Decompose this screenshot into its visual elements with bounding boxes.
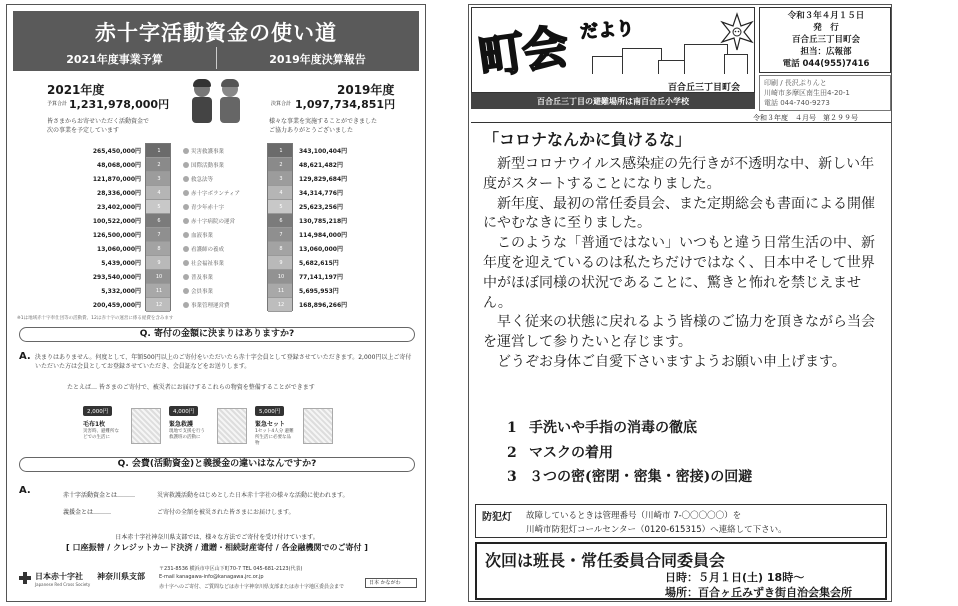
stack-segment-label: 11 <box>155 288 163 294</box>
evacuation-banner: 百合丘三丁目の避難場所は南百合丘小学校 <box>471 93 755 109</box>
issue-info-box: 令和３年４月１５日 発 行 百合丘三丁目町会 担当：広報部 電話 044(955)7416 <box>759 7 891 73</box>
result-stack-bar <box>267 143 293 311</box>
list-item: 3 ３つの密(密閉・密集・密接)の回避 <box>507 469 753 485</box>
org-inquiry: 赤十字へのご寄付、ご質問などは赤十字神奈川県支部または赤十字地区委員会まで <box>159 584 345 590</box>
relief-fund-text: ご寄付の全額を被災された皆さまにお届けします。 <box>157 509 295 516</box>
budget-amount: 293,540,000円 <box>92 274 141 281</box>
masthead-association: 百合丘三丁目町会 <box>668 83 741 93</box>
category-item: 赤十字病院の運営 <box>183 215 267 229</box>
report-subtitle: 2019年度決算報告 <box>269 53 366 66</box>
article-paragraph: 早く従来の状態に戻れるよう皆様のご協力を頂きながら当会を運営して参りたいと存じます。 <box>483 314 875 351</box>
issue-number: 令和３年度 ４月号 第２９９号 <box>753 114 858 122</box>
budget-amount: 23,402,000円 <box>97 204 141 211</box>
relief-fund-label: 義援金とは……… <box>63 509 112 516</box>
total-2019: 1,097,734,851円 <box>295 98 396 111</box>
article-paragraph: 新年度、最初の常任委員会、また定期総会も書面による開催にやむなきに至りました。 <box>483 195 875 232</box>
article-headline: 「コロナなんかに負けるな」 <box>483 130 692 149</box>
example-relief: 4,000円 緊急救護 現地で支援を行う救護班の活動に <box>169 398 249 448</box>
streetlight-label: 防犯灯 <box>482 512 512 523</box>
answer-donation-text: 決まりはありません。何度として、年額500円以上のご寄付をいただいたら赤十字会員として登録させていただきます。2,000円以上ご寄付いただいた方は会員としてお登録させていただき、会員証などをお送りします。 <box>35 354 412 370</box>
budget-amount: 48,068,000円 <box>97 162 141 169</box>
result-amount: 114,984,000円 <box>299 232 348 239</box>
stack-segment-label: 3 <box>157 176 161 182</box>
result-amount: 48,621,482円 <box>299 162 343 169</box>
lily-icon <box>720 12 754 56</box>
list-item: 2 マスクの着用 <box>507 444 613 461</box>
stack-segment-label: 8 <box>157 246 161 252</box>
category-item: 普及事業 <box>183 271 267 285</box>
kanagawa-badge: 日本 かながわ <box>365 578 417 588</box>
category-item: 看護師の養成 <box>183 243 267 257</box>
result-amount: 168,896,266円 <box>299 302 348 309</box>
stack-segment-label: 6 <box>157 218 161 224</box>
stack-segment-label: 12 <box>277 302 285 308</box>
stack-segment-label: 3 <box>279 176 283 182</box>
budget-amount: 121,870,000円 <box>92 176 141 183</box>
stack-segment-label: 9 <box>157 260 161 266</box>
budget-amounts-2021 <box>79 145 141 313</box>
category-list <box>183 145 267 313</box>
budget-amount: 265,450,000円 <box>92 148 141 155</box>
stack-segment-label: 10 <box>277 274 285 280</box>
stack-segment-label: 2 <box>279 162 283 168</box>
category-item: 国際活動事業 <box>183 159 267 173</box>
stack-segment-label: 5 <box>157 204 161 210</box>
stack-segment-label: 12 <box>155 302 163 308</box>
result-amount: 5,695,953円 <box>299 288 339 295</box>
red-cross-icon <box>19 572 31 584</box>
next-meeting-box <box>475 542 887 600</box>
year-2019: 2019年度 <box>337 83 395 97</box>
stack-segment-label: 4 <box>157 190 161 196</box>
category-item: 救急法等 <box>183 173 267 187</box>
newsletter-masthead <box>471 7 755 93</box>
budget-amount: 200,459,000円 <box>92 302 141 309</box>
stack-segment-label: 5 <box>279 204 283 210</box>
result-amount: 13,060,000円 <box>299 246 343 253</box>
question-donation-amount: Q. 寄付の金額に決まりはありますか? <box>19 327 415 342</box>
article-paragraph: このような「普通ではない」いつもと違う日常生活の中、新年度を迎えているのは私たちだけではなく、日本中そして世界中がほぼ同様の状況であることに、驚きと怖れを禁じえません。 <box>483 235 875 311</box>
category-item: 社会福祉事業 <box>183 257 267 271</box>
category-item: 赤十字ボランティア <box>183 187 267 201</box>
stack-segment-label: 11 <box>277 288 285 294</box>
next-meeting-date: 日時：５月１日(土) 18時～ <box>665 571 805 584</box>
result-amount: 130,785,218円 <box>299 218 348 225</box>
result-amount: 77,141,197円 <box>299 274 343 281</box>
next-meeting-title: 次回は班長・常任委員合同委員会 <box>485 551 726 570</box>
answer-mark: A. <box>19 351 31 362</box>
intro-right: 様々な事業を実施することができました ご協力ありがとうございました <box>269 118 378 134</box>
org-branch: 神奈川県支部 <box>97 572 145 581</box>
stack-segment-label: 9 <box>279 260 283 266</box>
budget-amount: 5,332,000円 <box>101 288 141 295</box>
intro-left: 皆さまからお寄せいただく活動資金で 次の事業を予定しています <box>47 118 150 134</box>
stack-segment-label: 1 <box>279 148 283 154</box>
category-item: 事業管理運営費 <box>183 299 267 313</box>
next-meeting-place: 場所：百合ヶ丘みずき街自治会集会所 <box>665 586 852 599</box>
emergency-set-image <box>303 408 333 444</box>
stack-segment-label: 7 <box>157 232 161 238</box>
budget-amount: 5,439,000円 <box>101 260 141 267</box>
answer-donation-note: たとえば… 皆さまのご寄付で、被災者にお届けするこれらの物資を整備することができます <box>67 384 315 391</box>
stack-segment-label: 10 <box>155 274 163 280</box>
red-cross-flyer <box>6 4 426 602</box>
mascot-girl <box>219 81 241 125</box>
category-item: 青少年赤十字 <box>183 201 267 215</box>
masthead-dayori: だより <box>579 18 635 43</box>
org-email: E-mail kanagawa-info@kanagawa.jrc.or.jp <box>159 574 264 580</box>
article-paragraph: どうぞお身体ご自愛下さいますようお願い申上げます。 <box>497 353 846 370</box>
example-blanket: 2,000円 毛布1枚 災害時、避難所などでの生活に <box>83 398 163 448</box>
streetlight-line-2: 川崎市防犯灯コールセンター（0120-615315）へ連絡して下さい。 <box>526 525 787 535</box>
result-amount: 343,100,404円 <box>299 148 348 155</box>
budget-stack-bar <box>145 143 171 311</box>
streetlight-notice <box>475 504 887 538</box>
budget-subtitle: 2021年度事業予算 <box>66 53 163 66</box>
streetlight-line-1: 故障しているときは管理番号（川崎市 7-〇〇〇〇〇）を <box>526 511 742 521</box>
budget-amount: 100,522,000円 <box>92 218 141 225</box>
flyer-title: 赤十字活動資金の使い道 <box>95 21 337 45</box>
result-amount: 25,623,256円 <box>299 204 343 211</box>
example-emergency-set: 5,000円 緊急セット 1セット4人分 避難所生活に必要な品物 <box>255 398 335 448</box>
category-item: 会員事業 <box>183 285 267 299</box>
mascot-boy <box>191 81 213 125</box>
prevention-list <box>507 416 752 490</box>
answer-mark-2: A. <box>19 485 31 496</box>
payment-methods: [ 口座振替 / クレジットカード決済 / 遺贈・相続財産寄付 / 各金融機関でのご寄付 ] <box>66 543 368 552</box>
year-2021: 2021年度 <box>47 83 105 97</box>
header-rule <box>471 122 891 123</box>
masthead-title: 町会 <box>475 19 570 85</box>
budget-amount: 13,060,000円 <box>97 246 141 253</box>
list-item: 1 手洗いや手指の消毒の徹底 <box>507 420 697 436</box>
stack-segment-label: 6 <box>279 218 283 224</box>
org-name: 日本赤十字社 <box>35 572 83 581</box>
article-paragraph: 新型コロナウイルス感染症の先行きが不透明な中、新しい年度がスタートすることになりました。 <box>483 156 875 192</box>
stack-segment-label: 1 <box>157 148 161 154</box>
total-2021: 1,231,978,000円 <box>69 98 170 111</box>
result-amount: 129,829,684円 <box>299 176 348 183</box>
result-amounts-2019 <box>299 145 361 313</box>
article-body <box>483 155 885 373</box>
stack-segment-label: 2 <box>157 162 161 168</box>
category-item: 災害救護事業 <box>183 145 267 159</box>
question-dues-vs-donation: Q. 会費(活動資金)と義援金の違いはなんですか? <box>19 457 415 472</box>
stack-segment-label: 4 <box>279 190 283 196</box>
total-label-2019: 決算合計 <box>271 101 292 107</box>
result-amount: 5,682,615円 <box>299 260 339 267</box>
stack-segment-label: 7 <box>279 232 283 238</box>
dues-label: 赤十字活動資金とは……… <box>63 492 136 499</box>
stack-segment-label: 8 <box>279 246 283 252</box>
flyer-header <box>13 11 419 71</box>
result-amount: 34,314,776円 <box>299 190 343 197</box>
budget-amount: 126,500,000円 <box>92 232 141 239</box>
total-label-2021: 予算合計 <box>47 101 68 107</box>
org-address: 〒231-8536 横浜市中区山下町70-7 TEL 045-681-2123(代表) <box>159 566 303 572</box>
dues-text: 災害救護活動をはじめとした日本赤十字社の様々な活動に使われます。 <box>157 492 349 499</box>
budget-amount: 28,336,000円 <box>97 190 141 197</box>
relief-image <box>217 408 247 444</box>
neighborhood-newsletter <box>468 4 892 602</box>
blanket-image <box>131 408 161 444</box>
printer-info-box: 印刷 / 長沢ぷりんと 川崎市多摩区南生田4-20-1 電話 044-740-9273 <box>759 75 891 111</box>
category-item: 血液事業 <box>183 229 267 243</box>
chart-footnote: ※1は地域赤十字奉仕団等の活動費、12は赤十字の運営に係る経費を含みます <box>17 316 174 321</box>
contact-intro: 日本赤十字社神奈川県支部では、様々な方法でご寄付を受け付けています。 <box>115 534 319 541</box>
org-name-en: Japanese Red Cross Society <box>35 582 91 587</box>
